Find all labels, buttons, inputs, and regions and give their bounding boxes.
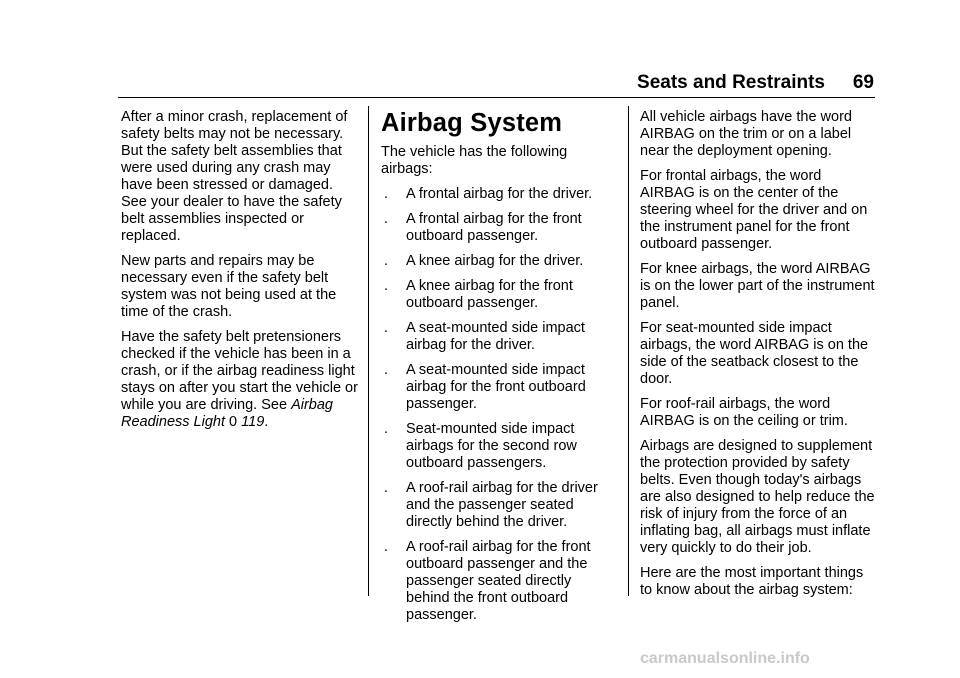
paragraph: Airbags are designed to supplement the protection provided by safety belts. Even though today's airbags are also designed to help reduce the risk of injury from the force of an inflating bag, all airbags must inflate very quickly to do their job. <box>640 438 875 556</box>
watermark: carmanualsonline.info <box>640 650 810 667</box>
section-title: Airbag System <box>381 109 563 137</box>
list-item-text: A roof-rail airbag for the driver and the passenger seated directly behind the driver. <box>406 480 598 530</box>
list-item <box>381 539 613 624</box>
paragraph: Here are the most important things to know about the airbag system: <box>640 565 864 598</box>
column-divider-right <box>628 106 629 596</box>
column-divider-left <box>368 106 369 596</box>
page-header-title: Seats and Restraints <box>637 72 825 93</box>
bullet-marker: . <box>384 186 389 202</box>
intro-paragraph: The vehicle has the following airbags: <box>381 144 568 177</box>
paragraph: New parts and repairs may be necessary even if the safety belt system was not being used at the time of the crash. <box>121 253 337 320</box>
list-item-text: A roof-rail airbag for the front outboard passenger and the passenger seated directly behind the front outboard passenger. <box>406 539 591 623</box>
bullet-marker: . <box>384 320 389 336</box>
list-item-text: A seat-mounted side impact airbag for the driver. <box>406 320 585 353</box>
bullet-marker: . <box>384 421 389 437</box>
list-item-text: A seat-mounted side impact airbag for the front outboard passenger. <box>406 362 586 412</box>
list-item <box>381 211 613 245</box>
column-2 <box>381 109 613 632</box>
bullet-marker: . <box>384 211 389 227</box>
list-item-text: A knee airbag for the front outboard passenger. <box>406 278 573 311</box>
paragraph: After a minor crash, replacement of safety belts may not be necessary. But the safety belt assemblies that were used during any crash may have been stressed or damaged. See your dealer to have the safety belt assemblies inspected or replaced. <box>121 109 348 244</box>
bullet-marker: . <box>384 480 389 496</box>
list-item <box>381 362 613 413</box>
bullet-marker: . <box>384 253 389 269</box>
column-1 <box>121 109 361 439</box>
airbag-list <box>381 186 613 624</box>
paragraph: All vehicle airbags have the word AIRBAG on the trim or on a label near the deployment opening. <box>640 109 852 159</box>
list-item-text: A knee airbag for the driver. <box>406 253 584 269</box>
list-item <box>381 320 613 354</box>
cross-reference-link[interactable]: Airbag Readiness Light <box>121 397 333 430</box>
page-ref-number[interactable]: 119 <box>241 414 265 430</box>
header-rule <box>118 97 875 98</box>
paragraph <box>121 329 361 431</box>
list-item <box>381 480 613 531</box>
period: . <box>264 414 269 430</box>
paragraph: For frontal airbags, the word AIRBAG is on the center of the steering wheel for the driver and on the instrument panel for the front outboard passenger. <box>640 168 868 252</box>
bullet-marker: . <box>384 278 389 294</box>
column-3 <box>640 109 878 607</box>
paragraph: For seat-mounted side impact airbags, the word AIRBAG is on the side of the seatback closest to the door. <box>640 320 869 387</box>
bullet-marker: . <box>384 539 389 555</box>
paragraph: For roof-rail airbags, the word AIRBAG is on the ceiling or trim. <box>640 396 848 429</box>
list-item <box>381 278 613 312</box>
bullet-marker: . <box>384 362 389 378</box>
paragraph-text: Have the safety belt pretensioners checked if the vehicle has been in a crash, or if the airbag readiness light stays on after you start the vehicle or while you are driving. See <box>121 329 358 413</box>
paragraph: For knee airbags, the word AIRBAG is on the lower part of the instrument panel. <box>640 261 875 311</box>
list-item <box>381 421 613 472</box>
list-item <box>381 253 613 270</box>
list-item-text: A frontal airbag for the driver. <box>406 186 593 202</box>
list-item-text: Seat-mounted side impact airbags for the second row outboard passengers. <box>406 421 577 471</box>
list-item-text: A frontal airbag for the front outboard passenger. <box>406 211 582 244</box>
page-ref-icon: 0 <box>229 414 238 430</box>
list-item <box>381 186 613 203</box>
page-number: 69 <box>852 72 874 93</box>
